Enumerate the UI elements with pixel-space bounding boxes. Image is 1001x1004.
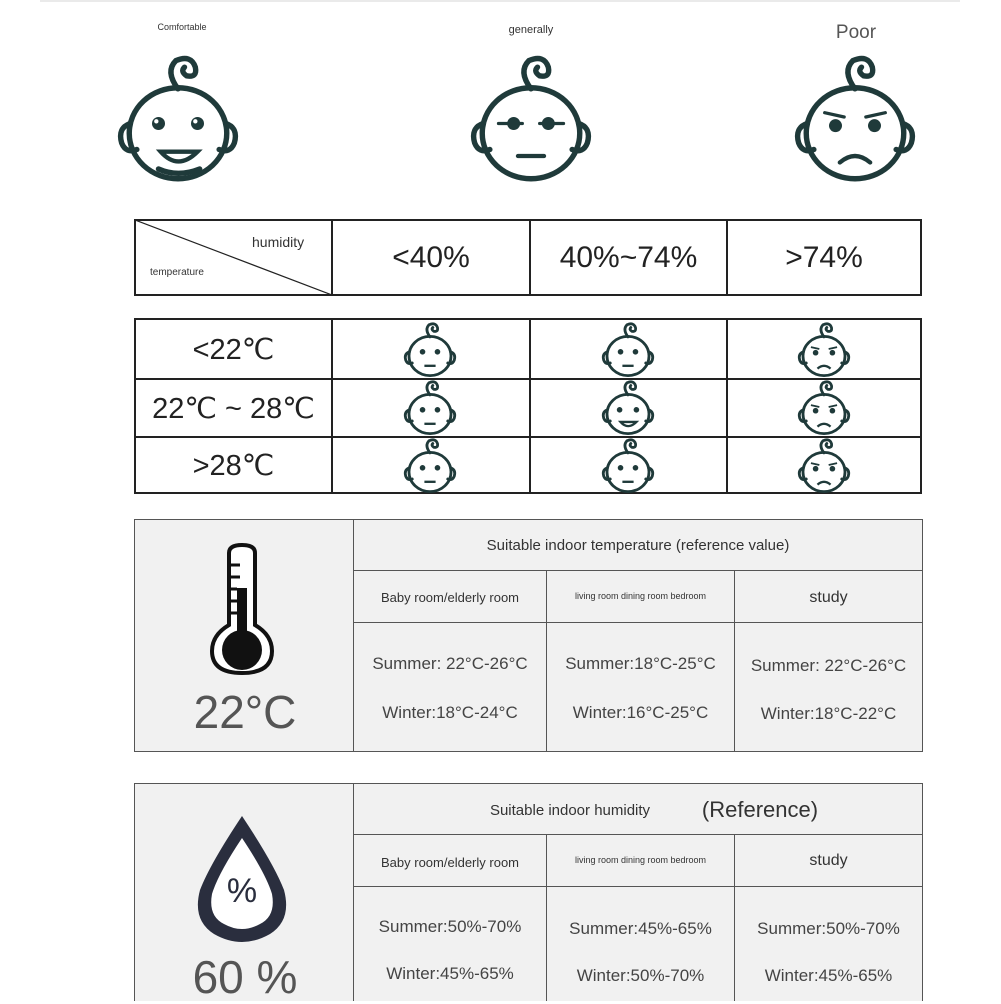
hum-col-study: study — [809, 852, 848, 869]
temp-col-study: study — [809, 589, 848, 606]
neutral-face-icon — [600, 437, 656, 493]
top-rule — [40, 0, 960, 2]
corner-humidity-label: humidity — [252, 234, 305, 250]
poor-face-icon — [796, 379, 852, 435]
temp-summer-study: Summer: 22°C-26°C — [750, 656, 907, 675]
neutral-face-icon — [600, 321, 656, 377]
hum-winter-study: Winter:45%-65% — [764, 966, 893, 985]
temperature-panel-title: Suitable indoor temperature (reference value) — [486, 537, 790, 554]
legend-generally-label: generally — [508, 24, 554, 36]
comfortable-face-icon — [113, 52, 243, 182]
neutral-face-icon — [402, 379, 458, 435]
corner-diagonal — [135, 220, 332, 295]
thermometer-icon — [204, 543, 284, 678]
comfortable-face-icon — [600, 379, 656, 435]
humidity-range-high: >74% — [785, 240, 863, 274]
drop-percent-symbol: % — [226, 872, 258, 910]
hum-col-living-room: living room dining room bedroom — [574, 855, 707, 865]
humidity-panel-title-suffix: (Reference) — [701, 797, 819, 822]
poor-face-icon — [790, 52, 920, 182]
humidity-value: 60 % — [192, 951, 298, 1003]
hum-winter-living: Winter:50%-70% — [576, 966, 705, 985]
temp-range-low: <22℃ — [192, 333, 275, 366]
temp-winter-living: Winter:16°C-25°C — [572, 703, 709, 722]
temp-summer-living: Summer:18°C-25°C — [565, 654, 716, 673]
humidity-range-mid: 40%~74% — [559, 240, 698, 274]
temp-col-living-room: living room dining room bedroom — [574, 591, 707, 601]
temp-range-mid: 22℃ ~ 28℃ — [152, 392, 315, 425]
temp-summer-baby: Summer: 22°C-26°C — [372, 654, 528, 673]
hum-summer-study: Summer:50%-70% — [757, 919, 900, 938]
legend-poor-label: Poor — [835, 22, 877, 43]
temp-range-high: >28℃ — [192, 449, 275, 482]
humidity-panel-title: Suitable indoor humidity — [489, 802, 651, 819]
corner-temperature-label: temperature — [150, 267, 204, 278]
temperature-value: 22°C — [193, 686, 297, 738]
poor-face-icon — [796, 437, 852, 493]
humidity-range-low: <40% — [392, 240, 470, 274]
generally-face-icon — [466, 52, 596, 182]
neutral-face-icon — [402, 437, 458, 493]
legend-comfortable-label: Comfortable — [157, 22, 207, 32]
poor-face-icon — [796, 321, 852, 377]
hum-col-baby-room: Baby room/elderly room — [381, 855, 519, 870]
hum-summer-baby: Summer:50%-70% — [378, 917, 522, 936]
neutral-face-icon — [402, 321, 458, 377]
temp-winter-study: Winter:18°C-22°C — [760, 704, 897, 723]
temp-col-baby-room: Baby room/elderly room — [381, 590, 519, 605]
hum-winter-baby: Winter:45%-65% — [386, 964, 514, 983]
hum-summer-living: Summer:45%-65% — [569, 919, 712, 938]
temp-winter-baby: Winter:18°C-24°C — [382, 703, 518, 722]
